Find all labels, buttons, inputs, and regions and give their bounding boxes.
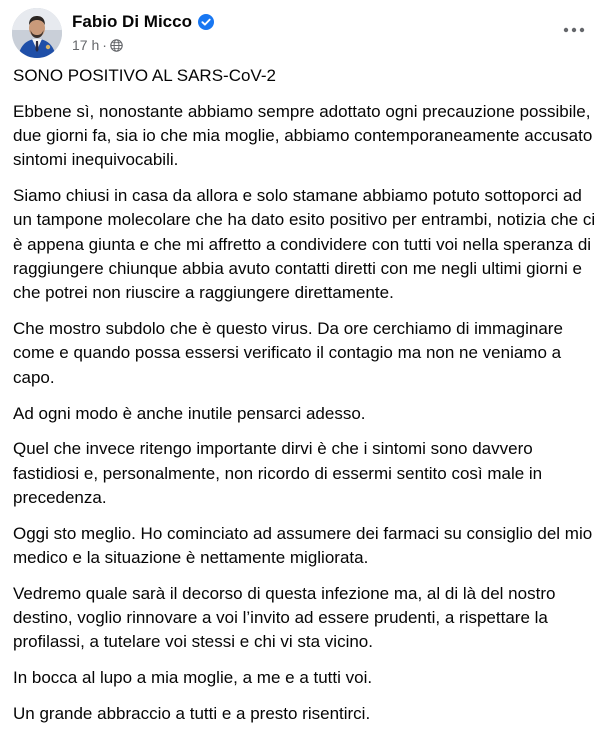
author-name[interactable]: Fabio Di Micco: [72, 12, 192, 31]
post-paragraph: Ebbene sì, nonostante abbiamo sempre adottato ogni precauzione possibile, due giorni fa, sia io che mia moglie, abbiamo contemporaneamente accusato sintomi inequivocabili.: [13, 101, 593, 170]
more-options-icon: [563, 27, 585, 33]
post-paragraph: In bocca al lupo a mia moglie, a me e a tutti voi.: [13, 668, 373, 688]
post-body: [13, 64, 599, 738]
post-header: [12, 8, 592, 60]
post-paragraph: Ad ogni modo è anche inutile pensarci adesso.: [13, 403, 366, 423]
author-row: [72, 10, 214, 34]
post-paragraph: Oggi sto meglio. Ho cominciato ad assumere dei farmaci su consiglio del mio medico e la situazione è nettamente migliorata.: [13, 523, 593, 568]
globe-icon[interactable]: [110, 39, 123, 52]
post-meta: [72, 36, 214, 54]
verified-badge-icon: [198, 14, 214, 30]
meta-separator: ·: [102, 37, 107, 53]
post-paragraph: Che mostro subdolo che è questo virus. Da ore cerchiamo di immaginare come e quando possa essersi verificato il contagio ma non ne veniamo a capo.: [13, 319, 563, 387]
post-paragraph: SONO POSITIVO AL SARS-CoV-2: [13, 66, 276, 85]
post-paragraph: Quel che invece ritengo importante dirvi è che i sintomi sono davvero fastidiosi e, personalmente, non ricordo di essermi sentito così male in precedenza.: [13, 439, 543, 507]
author-block: [72, 10, 214, 54]
avatar[interactable]: [12, 8, 62, 58]
more-options-button[interactable]: [556, 12, 592, 48]
avatar-image: [12, 8, 62, 58]
post-paragraph: Vedremo quale sarà il decorso di questa infezione ma, al di là del nostro destino, voglio rinnovare a voi l’invito ad essere prudenti, a rispettare la profilassi, a tutelare voi stessi e chi vi sta vicino.: [13, 583, 556, 652]
post-paragraph: Un grande abbraccio a tutti e a presto risentirci.: [13, 704, 371, 724]
post-paragraph: Siamo chiusi in casa da allora e solo stamane abbiamo potuto sottoporci ad un tampone molecolare che ha dato esito positivo per entrambi, notizia che ci è appena giunta e che mi affretto a condividere con tutti voi nella speranza di raggiungere chiunque abbia avuto contatti diretti con me negli ultimi giorni e che potrei non riuscire a raggiungere direttamente.: [13, 186, 596, 303]
post-timestamp[interactable]: 17 h: [72, 37, 100, 53]
